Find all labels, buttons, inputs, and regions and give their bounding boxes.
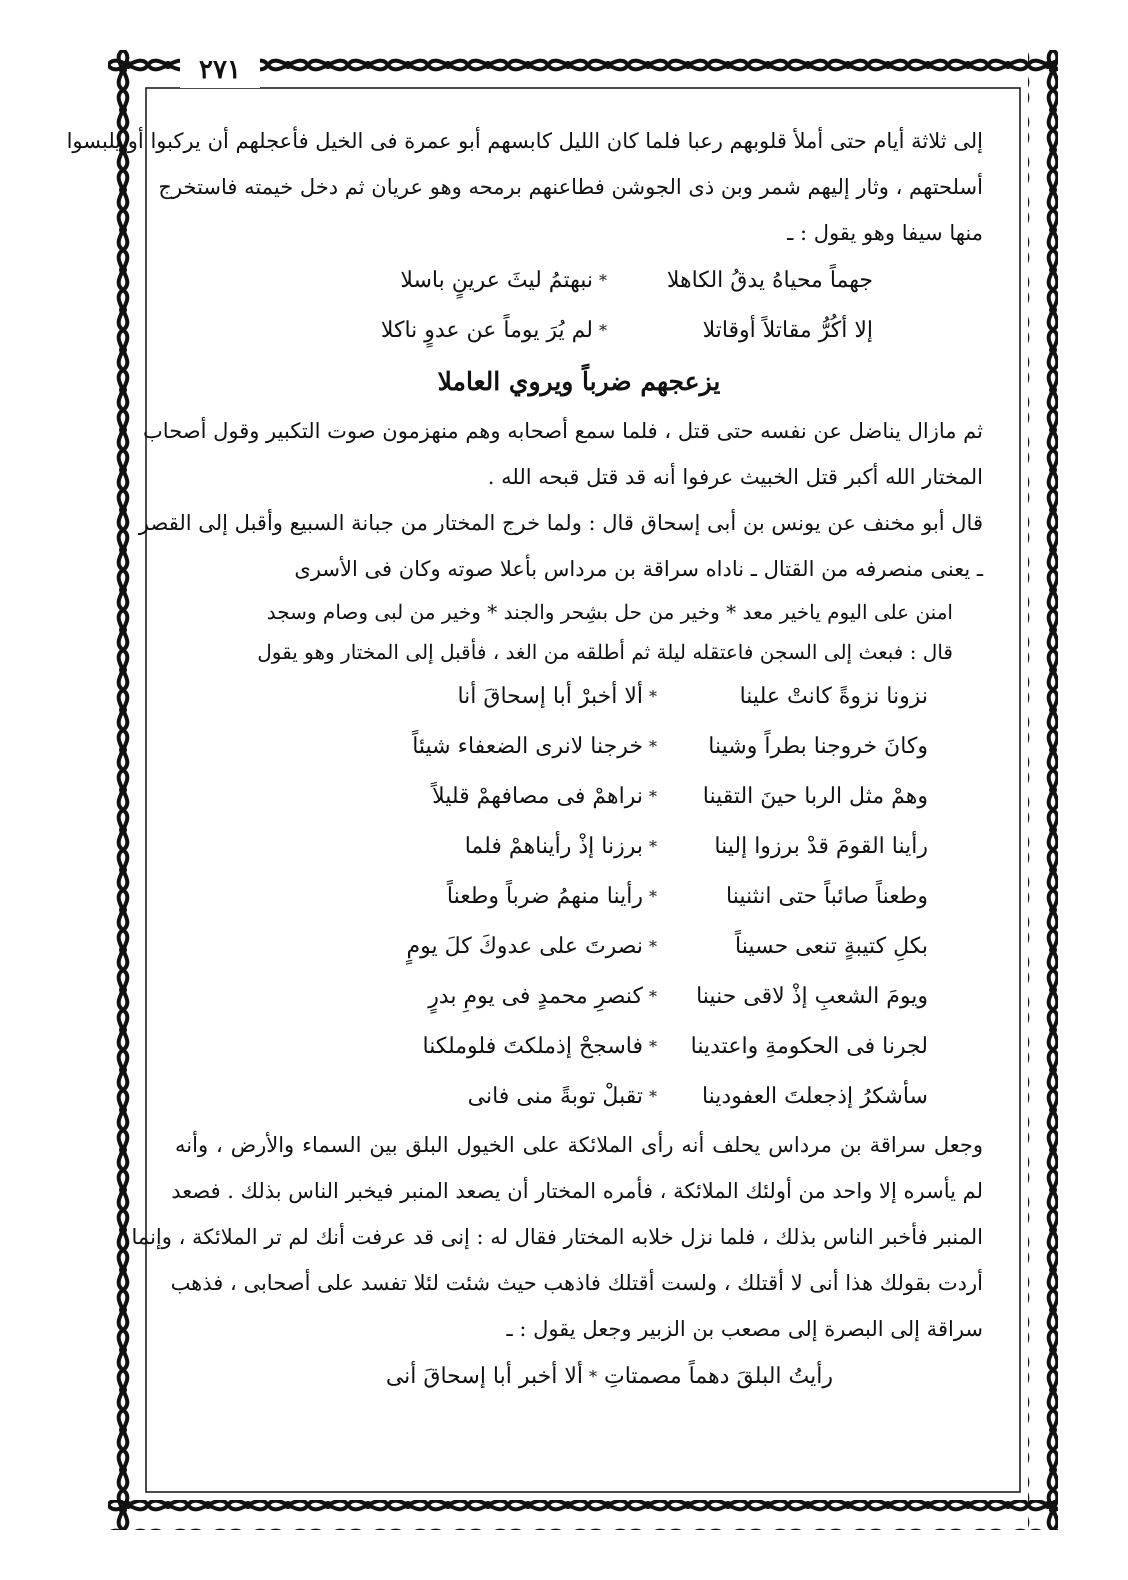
verse-separator: * (589, 1367, 597, 1386)
text-line: لم يأسره إلا واحد من أولئك الملائكة ، فأمره المختار أن يصعد المنبر فيخبر الناس بذلك . فصعد (171, 1179, 983, 1203)
verse-separator: * (649, 937, 657, 956)
hemistich-first: تقبلْ توبةً منى فانى (467, 1084, 643, 1109)
hemistich-first: كنصرِ محمدٍ فى يومِ بدرٍ (428, 984, 643, 1009)
text-line: قال أبو مخنف عن يونس بن أبى إسحاق قال : ولما خرج المختار من جبانة السبيع وأقبل إلى القصر (138, 511, 983, 535)
text-line: المنبر فأخبر الناس بذلك ، فلما نزل خلابه المختار فقال له : إنى قد عرفت أنك لم تر الملائكة ، وإنما (131, 1225, 983, 1249)
verse-separator: * (649, 787, 657, 806)
text-line: إلى ثلاثة أيام حتى أملأ قلوبهم رعبا فلما كان الليل كابسهم أبو عمرة فى الخيل فأعجلهم أن يركبوا أو يلبسوا (66, 129, 983, 153)
text-line: ـ يعنى منصرفه من القتال ـ ناداه سراقة بن مرداس بأعلا صوته وكان فى الأسرى (294, 557, 983, 581)
hemistich-first: رأينا منهمُ ضرباً وطعناً (446, 884, 643, 909)
hemistich-second: رأينا القومَ قدْ برزوا إلينا (714, 834, 928, 859)
text-line: وجعل سراقة بن مرداس يحلف أنه رأى الملائكة على الخيول البلق بين السماء والأرض ، وأنه (175, 1133, 983, 1157)
verse-line (175, 972, 983, 1022)
paragraph-2 (143, 408, 983, 500)
hemistich-second: رأيتُ البلقَ دهماً مصمتاتِ (604, 1364, 833, 1389)
verse-line (175, 1352, 983, 1402)
verse-line (175, 672, 983, 722)
paragraph-1 (66, 118, 983, 256)
verse-line (175, 256, 983, 306)
poem-3 (175, 1352, 983, 1402)
hemistich-first: نصرتَ على عدوكَ كلَ يومٍ (406, 934, 643, 959)
inline-verse: امنن على اليوم ياخير معد * وخير من حل بشِحر والجند * وخير من لبى وصام وسجد (266, 600, 953, 624)
verse-line (175, 922, 983, 972)
hemistich-first: نبهتمُ ليثَ عرينٍ باسلا (400, 268, 593, 293)
hemistich-first: فاسجحْ إذملكتَ فلوملكنا (422, 1034, 643, 1059)
hemistich-second: وهمْ مثل الربا حينَ التقينا (702, 784, 928, 809)
paragraph-4: قال : فبعث إلى السجن فاعتقله ليلة ثم أطلقه من الغد ، فأقبل إلى المختار وهو يقول (257, 640, 953, 664)
hemistich-second: جهماً محياهُ يدقُ الكاهلا (666, 268, 873, 293)
text-line: أسلحتهم ، وثار إليهم شمر وبن ذى الجوشن فطاعنهم برمحه وهو عريان ثم دخل خيمته فاستخرج (158, 175, 983, 199)
hemistich-second: سأشكرُ إذجعلتَ العفودينا (701, 1084, 928, 1109)
verse-separator: * (599, 271, 607, 290)
verse-line (175, 772, 983, 822)
hemistich-first: ألا أخبرْ أبا إسحاقَ أنا (457, 684, 643, 709)
verse-line (175, 872, 983, 922)
text-line: سراقة إلى البصرة إلى مصعب بن الزبير وجعل يقول : ـ (506, 1317, 983, 1341)
hemistich-second: لجرنا فى الحكومةِ واعتدينا (690, 1034, 928, 1059)
hemistich-second: نزونا نزوةً كانتْ علينا (739, 684, 928, 709)
hemistich-first: برزنا إذْ رأيناهمْ فلما (464, 834, 643, 859)
verse-separator: * (649, 1087, 657, 1106)
paragraph-3 (138, 500, 983, 592)
verse-line (175, 822, 983, 872)
verse-line (175, 306, 983, 356)
page-content (66, 118, 983, 1478)
hemistich-second: ويومَ الشعبِ إذْ لاقى حنينا (696, 984, 928, 1009)
verse-line (175, 722, 983, 772)
paragraph-5 (131, 1122, 983, 1352)
text-line: المختار الله أكبر قتل الخبيث عرفوا أنه قد قتل قبحه الله . (487, 465, 983, 489)
text-line: أردت بقولك هذا أنى لا أقتلك ، ولست أقتلك فاذهب حيث شئت لئلا تفسد على أصحابى ، فذهب (170, 1271, 983, 1295)
verse-separator: * (649, 837, 657, 856)
poem-closing-line: يزعجهم ضرباً ويروي العاملا (437, 367, 721, 396)
hemistich-first: لم يُرَ يوماً عن عدوٍ ناكلا (380, 318, 593, 343)
verse-line (175, 1022, 983, 1072)
text-line: منها سيفا وهو يقول : ـ (787, 221, 983, 245)
hemistich-second: وكانَ خروجنا بطراً وشينا (708, 734, 928, 759)
hemistich-second: وطعناً صائباً حتى انثنينا (726, 884, 928, 909)
verse-separator: * (599, 321, 607, 340)
poem-2 (175, 672, 983, 1122)
hemistich-first: نراهمْ فى مصافهمْ قليلاً (432, 784, 643, 809)
text-line: ثم مازال يناضل عن نفسه حتى قتل ، فلما سمع أصحابه وهم منهزمون صوت التكبير وقول أصحاب (143, 419, 983, 443)
verse-separator: * (649, 887, 657, 906)
hemistich-first: خرجنا لانرى الضعفاء شيئاً (412, 734, 643, 759)
hemistich-first: ألا أخبر أبا إسحاقَ أنى (385, 1364, 583, 1389)
verse-separator: * (649, 687, 657, 706)
verse-separator: * (649, 987, 657, 1006)
verse-separator: * (649, 737, 657, 756)
verse-line (175, 1072, 983, 1122)
poem-1 (175, 256, 983, 408)
verse-separator: * (649, 1037, 657, 1056)
hemistich-second: بكلِ كتيبةٍ تنعى حسيناً (734, 934, 928, 959)
page-number: ٢٧١ (180, 52, 260, 88)
hemistich-second: إلا أكُرُّ مقاتلاً أوقاتلا (702, 318, 873, 343)
